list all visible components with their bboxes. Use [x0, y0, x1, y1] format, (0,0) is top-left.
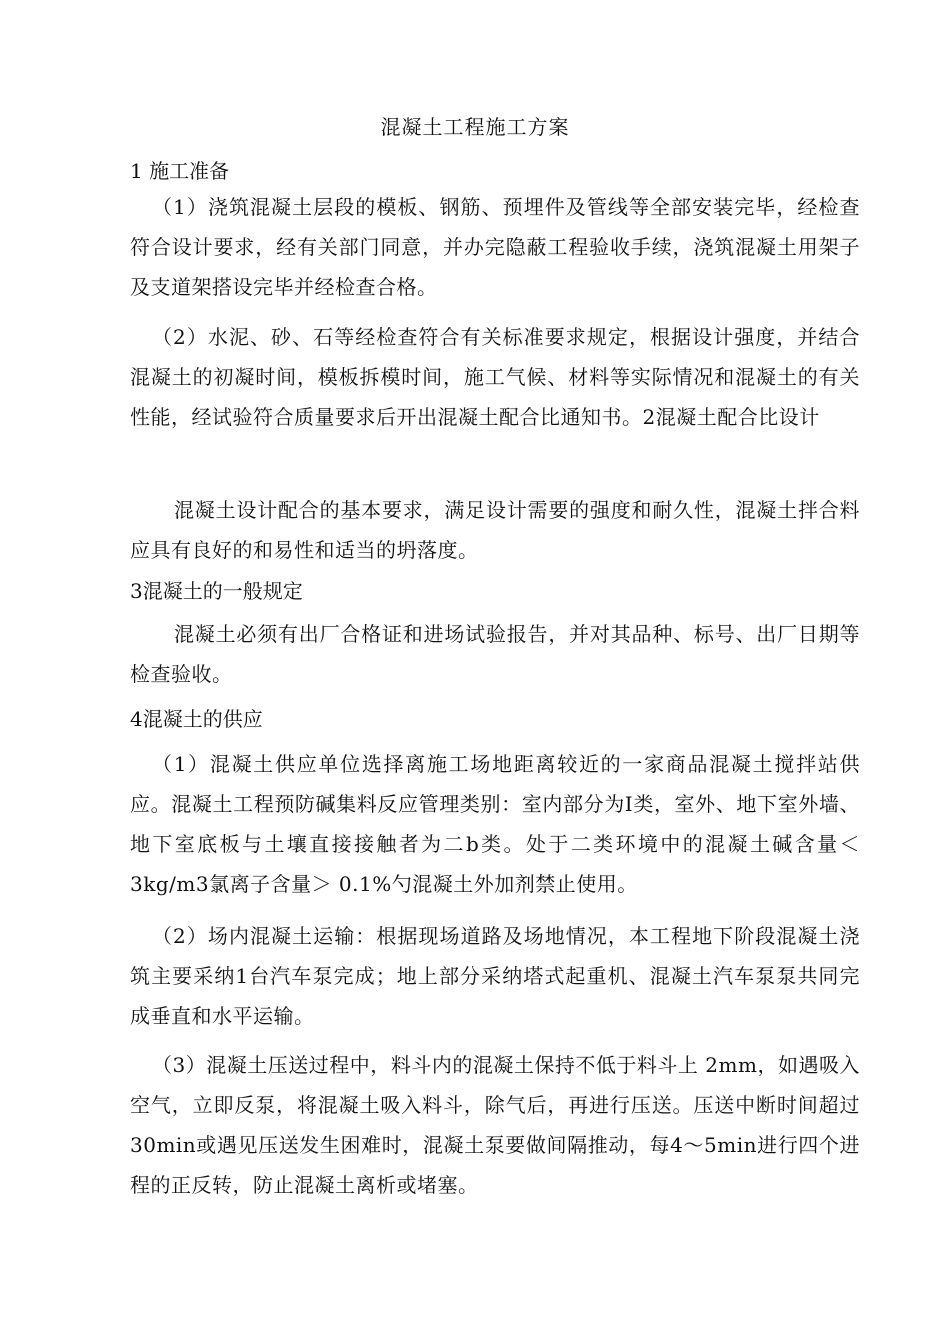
paragraph-6: （2）场内混凝土运输：根据现场道路及场地情况，本工程地下阶段混凝土浇筑主要采纳1台汽车泵完成；地上部分采纳塔式起重机、混凝土汽车泵泵共同完成垂直和水平运输。 [130, 924, 860, 1028]
section-heading-1: 1 施工准备 [130, 159, 230, 183]
paragraph-5: （1）混凝土供应单位选择离施工场地距离较近的一家商品混凝土搅拌站供应。混凝土工程预防碱集料反应管理类别：室内部分为Ⅰ类，室外、地下室外墙、地下室底板与土壤直接接触者为二b类。处于二类环境中的混凝土碱含量＜ 3kg/m3氯离子含量＞ 0.1%勺混凝土外加剂禁止使用。 [130, 752, 860, 896]
section-heading-3: 3混凝土的一般规定 [130, 579, 303, 603]
paragraph-3: 混凝土设计配合的基本要求，满足设计需要的强度和耐久性，混凝土拌合料应具有良好的和易性和适当的坍落度。 [130, 498, 860, 562]
section-heading-4: 4混凝土的供应 [130, 707, 263, 731]
document-title: 混凝土工程施工方案 [380, 115, 570, 139]
paragraph-1: （1）浇筑混凝土层段的模板、钢筋、预埋件及管线等全部安装完毕，经检查符合设计要求，经有关部门同意，并办完隐蔽工程验收手续，浇筑混凝土用架子及支道架搭设完毕并经检查合格。 [130, 195, 860, 299]
paragraph-2: （2）水泥、砂、石等经检查符合有关标准要求规定，根据设计强度，并结合混凝土的初凝时间，模板拆模时间，施工气候、材料等实际情况和混凝土的有关性能，经试验符合质量要求后开出混凝土配合比通知书。2混凝土配合比设计 [130, 325, 860, 429]
paragraph-7: （3）混凝土压送过程中，料斗内的混凝土保持不低于料斗上 2mm，如遇吸入空气，立即反泵，将混凝土吸入料斗，除气后，再进行压送。压送中断时间超过30min或遇见压送发生困难时，混凝土泵要做间隔推动，每4〜5min进行四个进程的正反转，防止混凝土离析或堵塞。 [130, 1053, 860, 1197]
paragraph-4: 混凝土必须有出厂合格证和进场试验报告，并对其品种、标号、出厂日期等检查验收。 [130, 622, 860, 686]
